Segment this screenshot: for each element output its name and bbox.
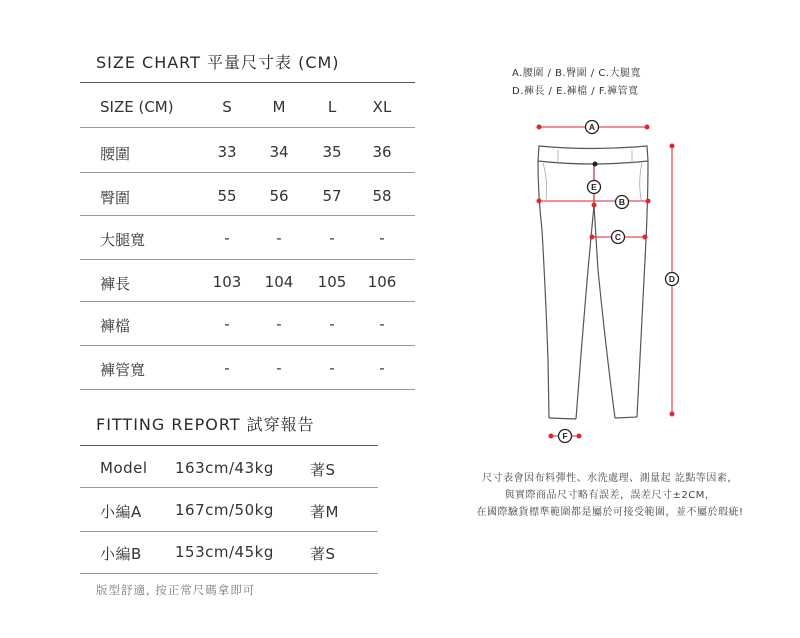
fitting-name: Model [100, 459, 148, 477]
size-row-value: 56 [269, 187, 289, 205]
size-chart-title: SIZE CHART 平量尺寸表 (CM) [96, 53, 340, 72]
fitting-name: 小編A [100, 503, 142, 521]
size-row-value: - [379, 359, 385, 377]
size-row-value: 106 [367, 273, 397, 291]
fitting-note: 版型舒適, 按正常尺碼拿即可 [96, 583, 256, 597]
size-row-value: 34 [269, 143, 289, 161]
size-row-value: - [224, 229, 230, 247]
fitting-name: 小編B [100, 545, 142, 563]
fitting-report-title: FITTING REPORT 試穿報告 [96, 415, 315, 434]
size-row-value: 36 [372, 143, 392, 161]
size-row-value: - [224, 359, 230, 377]
button-dot [593, 162, 598, 167]
marker-c-label: C [614, 232, 622, 242]
size-row-label: 褲管寬 [100, 361, 146, 379]
size-row-value: - [224, 315, 230, 333]
measure-markers [559, 121, 679, 443]
size-row-value: 33 [217, 143, 237, 161]
size-header-xl: XL [372, 98, 392, 116]
marker-a-label: A [588, 122, 596, 132]
size-header-l: L [327, 98, 337, 116]
size-row-value: - [379, 315, 385, 333]
size-row-value: - [379, 229, 385, 247]
measure-b-end [537, 199, 541, 203]
size-row-label: 褲檔 [100, 317, 131, 335]
size-header-label: SIZE (CM) [100, 98, 174, 116]
size-header-s: S [222, 98, 232, 116]
fitting-stats: 167cm/50kg [175, 501, 274, 519]
size-row-value: 104 [264, 273, 294, 291]
size-row-value: - [276, 315, 282, 333]
marker-f-label: F [562, 431, 568, 441]
measure-b-end [646, 199, 650, 203]
disclaimer-line1: 尺寸表會因布料彈性、水洗處理、測量起 訖點等因素， [482, 473, 738, 484]
size-row-value: - [329, 229, 335, 247]
size-row-value: 58 [372, 187, 392, 205]
size-row-value: 57 [322, 187, 342, 205]
size-row-value: - [329, 359, 335, 377]
size-row-value: - [276, 229, 282, 247]
size-row-label: 大腿寬 [100, 231, 146, 249]
measure-f-end [549, 434, 553, 438]
size-row-value: 103 [212, 273, 242, 291]
size-row-value: 55 [217, 187, 237, 205]
size-row-label: 臀圍 [100, 189, 131, 207]
measure-lines [537, 125, 674, 438]
measure-a-end [537, 125, 541, 129]
marker-b-label: B [618, 197, 626, 207]
fitting-size: 著M [310, 503, 339, 521]
fitting-size: 著S [310, 545, 336, 563]
disclaimer-line3: 在國際驗貨標準範圍都是屬於可接受範圍，並不屬於瑕疵! [476, 507, 744, 518]
size-row-value: - [276, 359, 282, 377]
marker-d-label: D [668, 274, 676, 284]
size-row-value: 105 [317, 273, 347, 291]
measure-c-end [590, 235, 594, 239]
measure-d-end [670, 412, 674, 416]
measure-c-end [643, 235, 647, 239]
measure-a-end [645, 125, 649, 129]
size-row-label: 褲長 [100, 275, 131, 293]
fitting-stats: 163cm/43kg [175, 459, 274, 477]
measure-legend-line1: A.腰圍 / B.臀圍 / C.大腿寬 [512, 68, 641, 79]
size-row-value: - [329, 315, 335, 333]
measure-f-end [577, 434, 581, 438]
disclaimer-line2: 與實際商品尺寸略有誤差，誤差尺寸±2CM， [504, 490, 716, 501]
measure-e-end [592, 203, 596, 207]
size-row-label: 腰圍 [100, 145, 131, 163]
fitting-size: 著S [310, 461, 336, 479]
measure-legend-line2: D.褲長 / E.褲檔 / F.褲管寬 [512, 86, 639, 97]
size-header-m: M [272, 98, 286, 116]
fitting-stats: 153cm/45kg [175, 543, 274, 561]
size-row-value: 35 [322, 143, 342, 161]
marker-e-label: E [591, 182, 597, 192]
measure-d-end [670, 144, 674, 148]
